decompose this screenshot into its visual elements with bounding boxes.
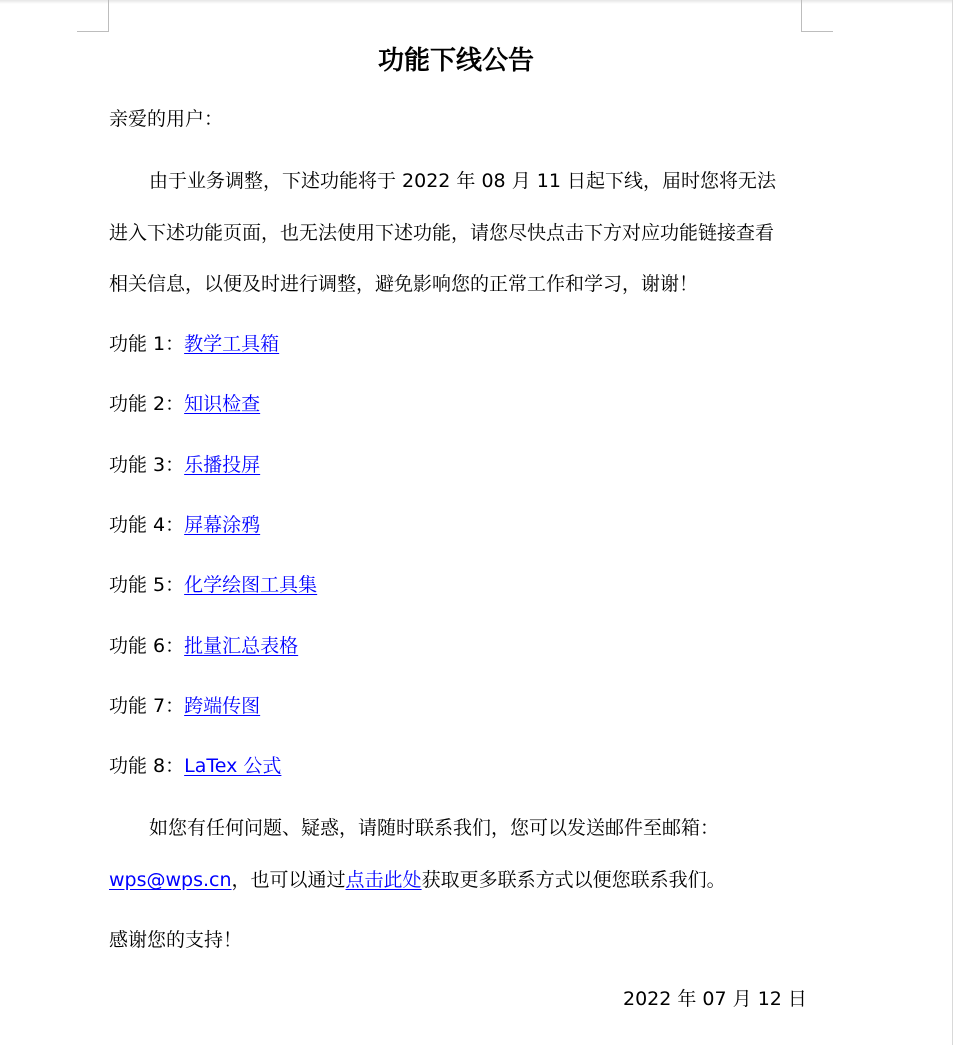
feature-label: 功能 5： xyxy=(109,574,185,596)
feature-item-4 xyxy=(109,513,260,537)
intro-line-3: 相关信息，以便及时进行调整，避免影响您的正常工作和学习，谢谢！ xyxy=(109,273,699,295)
feature-link-screen-doodle[interactable]: 屏幕涂鸦 xyxy=(184,514,261,536)
contact-mid-text: ，也可以通过 xyxy=(231,869,346,891)
feature-link-cross-device-image[interactable]: 跨端传图 xyxy=(184,695,261,717)
feature-label: 功能 1： xyxy=(109,333,185,355)
document-title: 功能下线公告 xyxy=(377,46,534,76)
feature-item-5 xyxy=(109,573,317,597)
intro-line-2: 进入下述功能页面，也无法使用下述功能，请您尽快点击下方对应功能链接查看 xyxy=(109,222,775,244)
document-date: 2022 年 07 月 12 日 xyxy=(623,988,807,1010)
intro-line-1: 由于业务调整，下述功能将于 2022 年 08 月 11 日起下线，届时您将无法 xyxy=(149,170,776,192)
feature-link-screen-cast[interactable]: 乐播投屏 xyxy=(184,454,261,476)
feature-label: 功能 8： xyxy=(109,755,185,777)
feature-label: 功能 4： xyxy=(109,514,185,536)
feature-link-latex-formula[interactable]: LaTex 公式 xyxy=(184,755,282,777)
feature-link-teaching-toolbox[interactable]: 教学工具箱 xyxy=(184,333,280,355)
contact-end-text: 获取更多联系方式以便您联系我们。 xyxy=(421,869,726,891)
feature-label: 功能 2： xyxy=(109,393,185,415)
feature-label: 功能 3： xyxy=(109,454,185,476)
feature-link-batch-summary[interactable]: 批量汇总表格 xyxy=(184,635,299,657)
greeting: 亲爱的用户： xyxy=(109,108,224,130)
contact-line-1: 如您有任何问题、疑惑，请随时联系我们，您可以发送邮件至邮箱： xyxy=(149,817,720,839)
feature-item-6 xyxy=(109,634,298,658)
feature-item-8 xyxy=(109,754,281,778)
contact-line-2 xyxy=(109,868,726,892)
feature-label: 功能 6： xyxy=(109,635,185,657)
feature-item-1 xyxy=(109,332,279,356)
margin-corner-top-right xyxy=(801,0,833,32)
feature-item-3 xyxy=(109,453,260,477)
feature-item-7 xyxy=(109,694,260,718)
click-here-link[interactable]: 点击此处 xyxy=(345,869,422,891)
feature-link-chemistry-drawing[interactable]: 化学绘图工具集 xyxy=(184,574,318,596)
email-link[interactable]: wps@wps.cn xyxy=(109,869,232,891)
margin-corner-top-left xyxy=(77,0,109,32)
feature-label: 功能 7： xyxy=(109,695,185,717)
feature-link-knowledge-check[interactable]: 知识检查 xyxy=(184,393,261,415)
thanks-text: 感谢您的支持！ xyxy=(109,929,243,951)
feature-item-2 xyxy=(109,392,260,416)
